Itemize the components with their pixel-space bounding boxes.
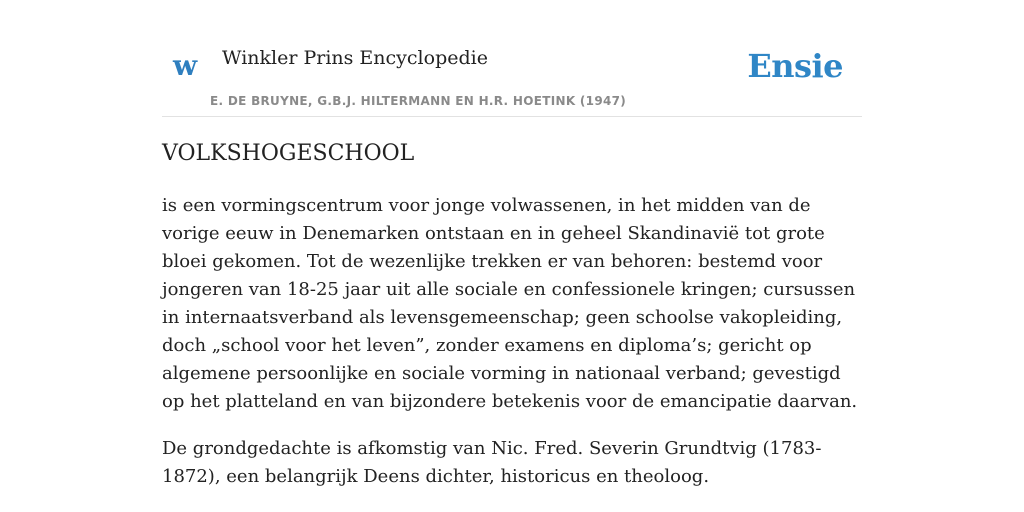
source-authors: E. DE BRUYNE, G.B.J. HILTERMANN EN H.R. HOETINK (1947) <box>210 94 627 108</box>
source-title-link[interactable]: Winkler Prins Encyclopedie <box>222 47 488 69</box>
article-headword: VOLKSHOGESCHOOL <box>162 141 415 166</box>
ensie-brand-logo[interactable]: Ensie <box>747 47 843 85</box>
source-header <box>162 0 862 117</box>
article-body <box>162 192 862 510</box>
article-paragraph: is een vormingscentrum voor jonge volwassenen, in het midden van de vorige eeuw in Denemarken ontstaan en in geheel Skandinavië tot grote bloei gekomen. Tot de wezenlijke trekken er van behoren: bestemd voor jongeren van 18-25 jaar uit alle sociale en confessionele kringen; cursussen in internaatsverband als levensgemeenschap; geen schoolse vakopleiding, doch „school voor het leven”, zonder examens en diploma’s; gericht op algemene persoonlijke en sociale vorming in nationaal verband; gevestigd op het platteland en van bijzondere betekenis voor de emancipatie daarvan. <box>162 195 858 412</box>
source-logo-link[interactable]: w <box>173 49 198 82</box>
article-paragraph: De grondgedachte is afkomstig van Nic. Fred. Severin Grundtvig (1783-1872), een belangrijk Deens dichter, historicus en theoloog. <box>162 438 822 487</box>
